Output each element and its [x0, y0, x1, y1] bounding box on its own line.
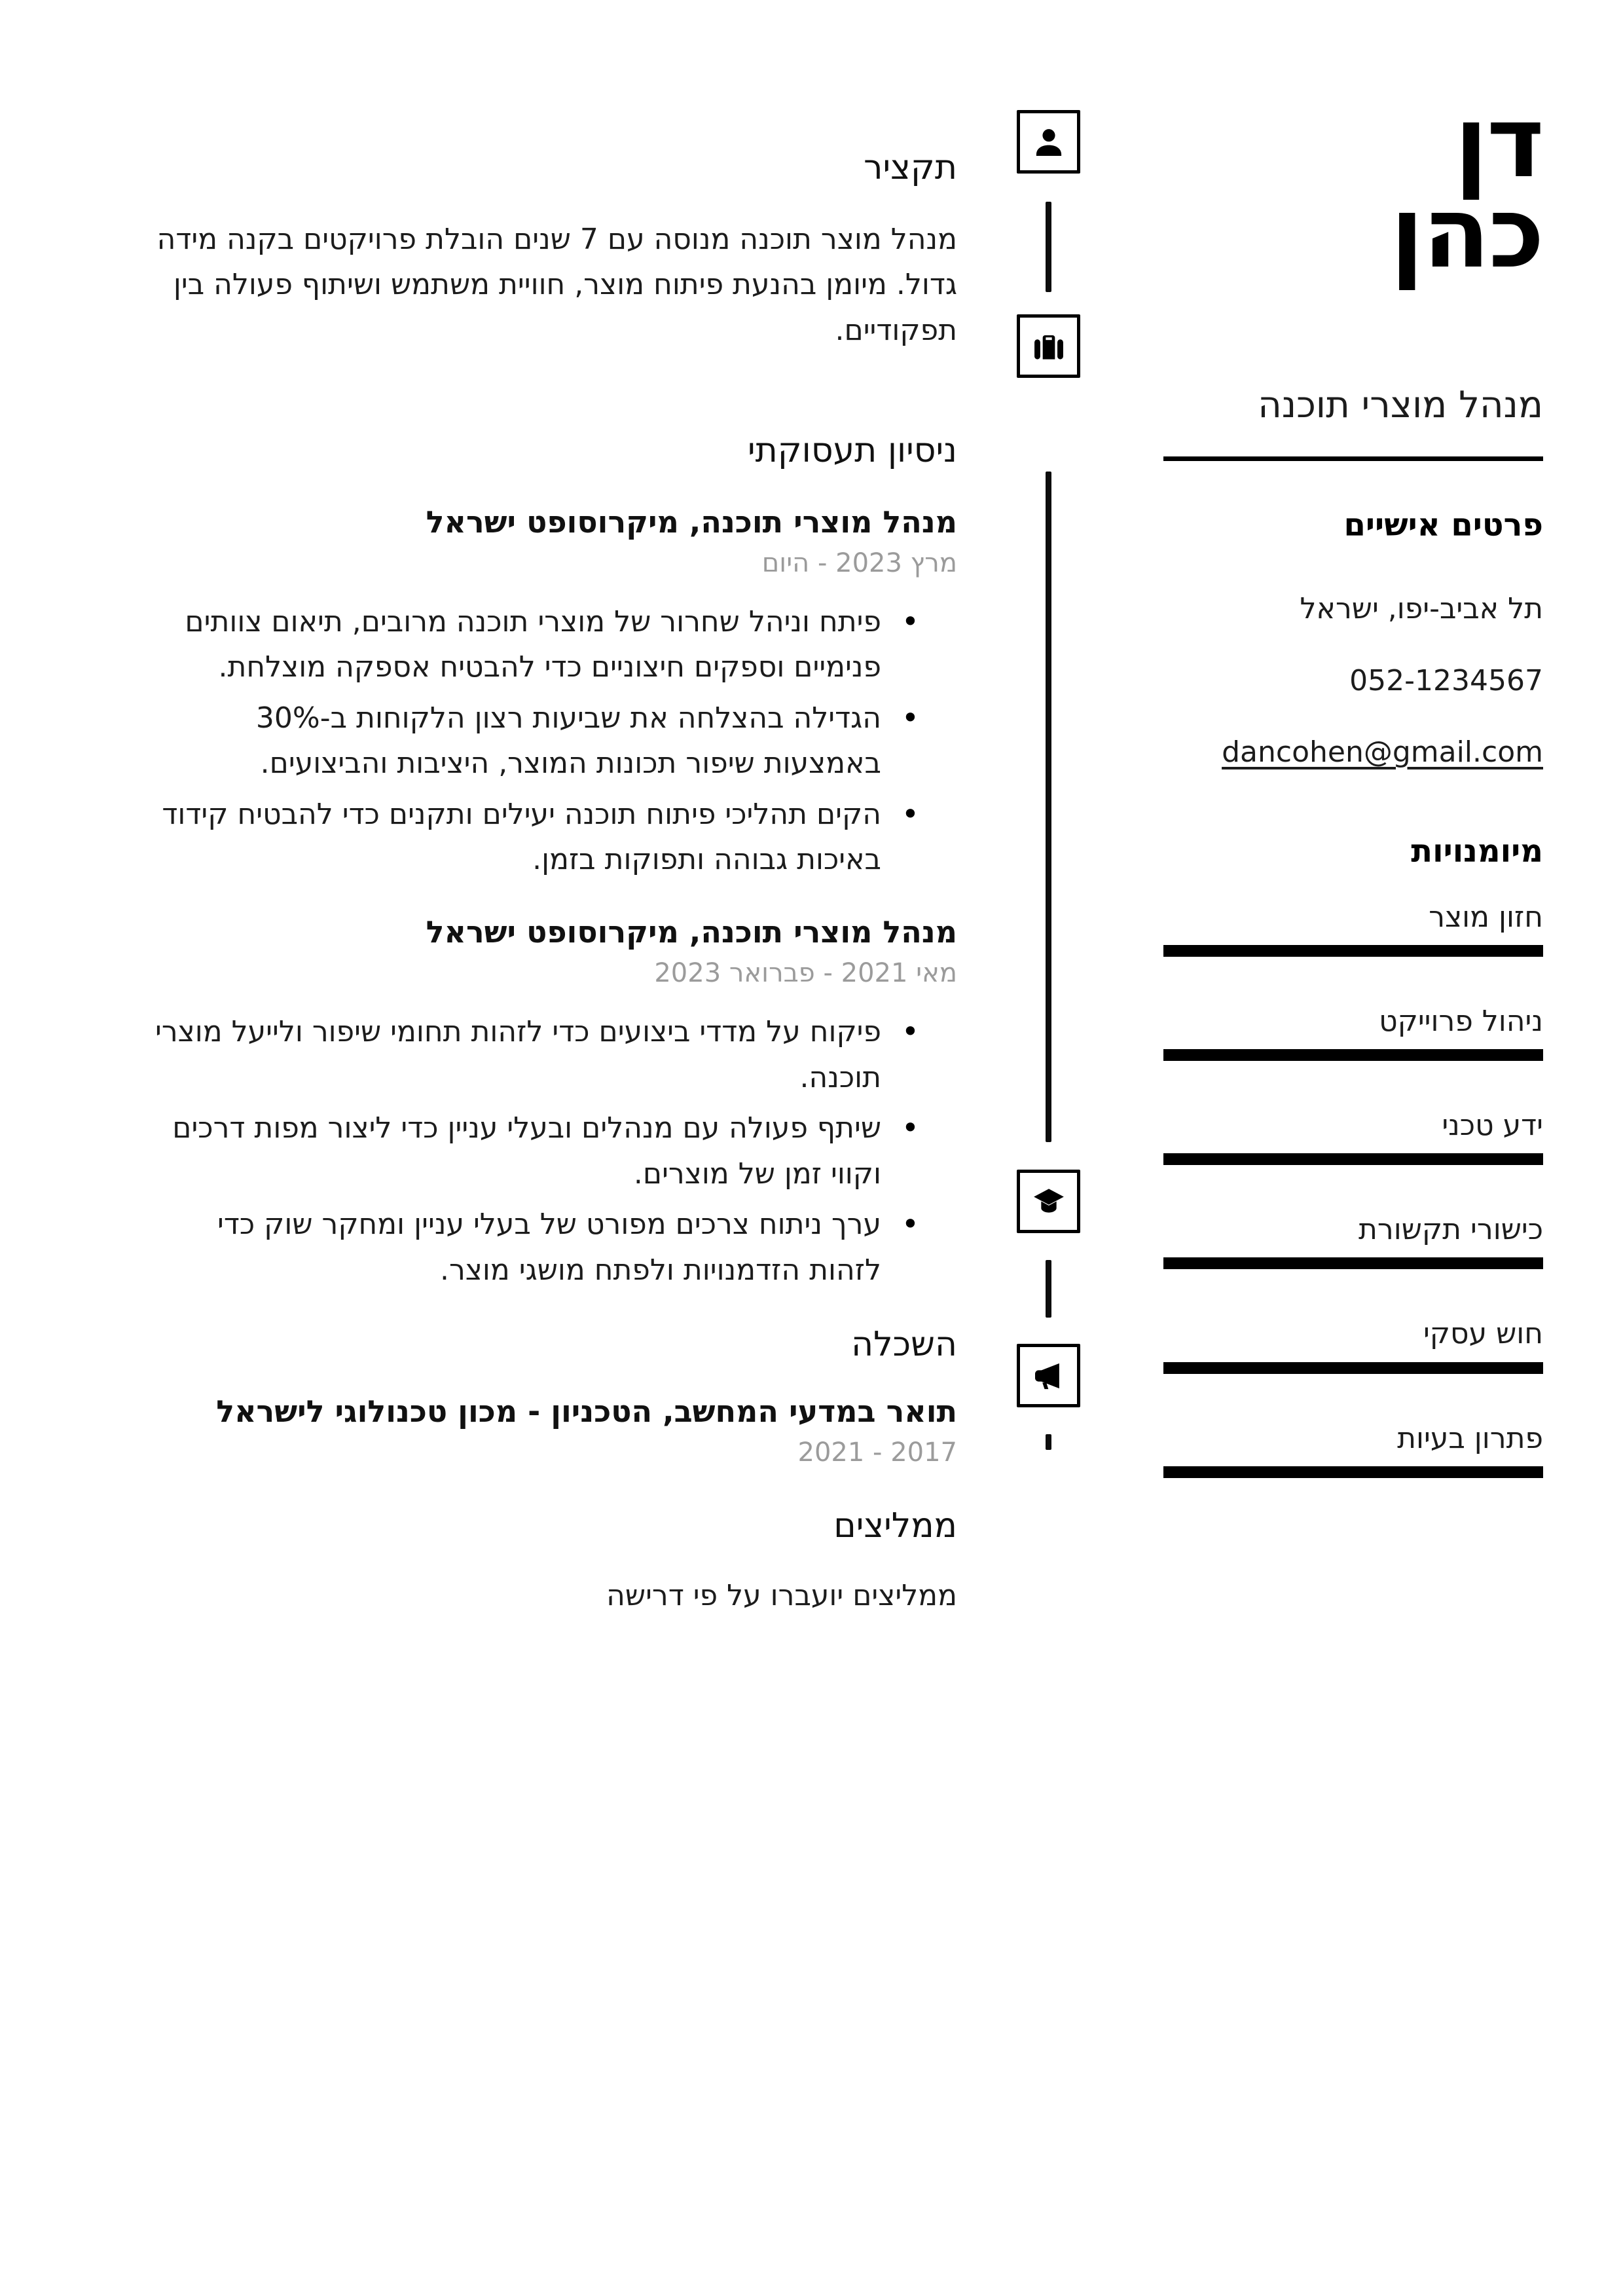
job-entry: [137, 504, 957, 883]
skills-heading: מיומנויות: [1411, 833, 1543, 870]
timeline-segment: [1046, 1260, 1051, 1318]
job-bullets: [137, 599, 957, 883]
timeline-segment: [1046, 202, 1051, 292]
skill-label: פתרון בעיות: [1397, 1421, 1543, 1455]
education-heading: השכלה: [851, 1325, 957, 1365]
bullet-item: • הקים תהליכי פיתוח תוכנה יעילים ותקנים כדי להבטיח קידוד באיכות גבוהה ותפוקות בזמן.: [137, 792, 957, 883]
bullet-item: • פיתח וניהל שחרור של מוצרי תוכנה מרובים, תיאום צוותים פנימיים וספקים חיצוניים כדי להבטיח אספקה מוצלחת.: [137, 599, 957, 690]
skill-label: ניהול פרוייקט: [1379, 1004, 1543, 1038]
skill-bar-fill: [1163, 1257, 1543, 1269]
contact-phone: 052-1234567: [1349, 663, 1543, 697]
skill-bar: [1163, 1257, 1543, 1269]
bullet-item: • ערך ניתוח צרכים מפורט של בעלי עניין ומחקר שוק כדי לזהות הזדמנויות ולפתח מושגי מוצר.: [137, 1202, 957, 1293]
job-bullets: [137, 1009, 957, 1293]
email-link[interactable]: dancohen@gmail.com: [1222, 735, 1543, 769]
graduation-cap-icon: [1030, 1183, 1067, 1220]
skill-bar-fill: [1163, 1049, 1543, 1061]
candidate-name: [1163, 85, 1543, 290]
skill-bar: [1163, 1153, 1543, 1165]
job-title: מנהל מוצרי תוכנה, מיקרוסופט ישראל: [426, 914, 957, 950]
references-heading: ממליצים: [833, 1506, 957, 1546]
timeline-segment: [1046, 1434, 1051, 1450]
skill-bar-fill: [1163, 1362, 1543, 1374]
contact-email: [1163, 732, 1543, 773]
experience-icon-box: [1017, 314, 1080, 378]
main-content: [137, 0, 957, 2296]
bullet-item: • פיקוח על מדדי ביצועים כדי לזהות תחומי שיפור ולייעל מוצרי תוכנה.: [137, 1009, 957, 1100]
person-icon: [1030, 124, 1067, 160]
timeline-column: [1017, 0, 1080, 2296]
summary-text: מנהל מוצר תוכנה מנוסה עם 7 שנים הובלת פרויקטים בקנה מידה גדול. מיומן בהנעת פיתוח מוצר, חוויית משתמש ושיתוף פעולה בין תפקודיים.: [156, 222, 957, 347]
skills-list: [1163, 898, 1543, 1478]
references-icon-box: [1017, 1344, 1080, 1407]
skill-label: ידע טכני: [1442, 1109, 1543, 1143]
first-name: דן: [1454, 85, 1543, 200]
megaphone-icon: [1030, 1358, 1067, 1394]
contact-heading: פרטים אישיים: [1343, 506, 1543, 544]
education-date: 2017 - 2021: [797, 1437, 957, 1468]
skill-bar-fill: [1163, 945, 1543, 957]
skill-label: חזון מוצר: [1429, 900, 1543, 934]
skill-bar: [1163, 1362, 1543, 1374]
summary-icon-box: [1017, 110, 1080, 174]
bullet-item: • שיתף פעולה עם מנהלים ובעלי עניין כדי ליצור מפות דרכים וקווי זמן של מוצרים.: [137, 1105, 957, 1196]
skill-bar: [1163, 1049, 1543, 1061]
skill-bar-fill: [1163, 1466, 1543, 1478]
skill-label: חוש עסקי: [1423, 1317, 1543, 1351]
timeline-segment: [1046, 472, 1051, 1142]
job-entry: [137, 914, 957, 1293]
skill-bar: [1163, 1466, 1543, 1478]
last-name: כהן: [1390, 176, 1543, 290]
references-text: ממליצים יועברו על פי דרישה: [606, 1579, 957, 1613]
briefcase-icon: [1030, 328, 1067, 365]
skill-bar: [1163, 945, 1543, 957]
experience-heading: ניסיון תעסוקתי: [747, 431, 957, 471]
job-date: מאי 2021 - פברואר 2023: [654, 958, 957, 989]
skill-label: כישורי תקשורת: [1359, 1213, 1543, 1247]
summary-heading: תקציר: [864, 148, 957, 188]
sidebar: [1163, 0, 1543, 2296]
degree-title: תואר במדעי המחשב, הטכניון - מכון טכנולוגי לישראל: [216, 1393, 957, 1429]
education-icon-box: [1017, 1170, 1080, 1233]
job-date: מרץ 2023 - היום: [761, 547, 957, 578]
skill-bar-fill: [1163, 1153, 1543, 1165]
bullet-item: • הגדילה בהצלחה את שביעות רצון הלקוחות ב-30% באמצעות שיפור תכונות המוצר, היציבות והביצועים.: [137, 695, 957, 787]
contact-location: תל אביב-יפו, ישראל: [1300, 592, 1543, 626]
candidate-title: מנהל מוצרי תוכנה: [1258, 383, 1543, 426]
divider: [1163, 456, 1543, 461]
job-title: מנהל מוצרי תוכנה, מיקרוסופט ישראל: [426, 504, 957, 540]
